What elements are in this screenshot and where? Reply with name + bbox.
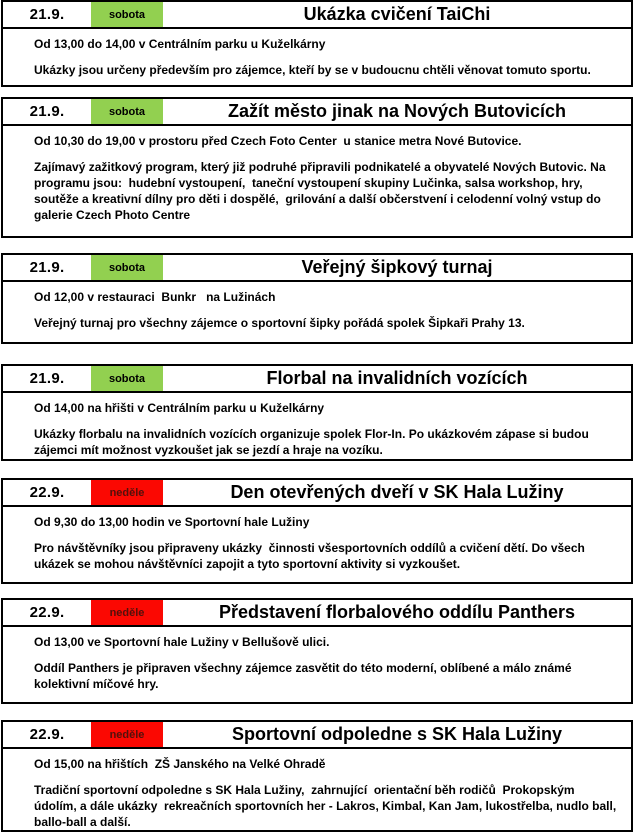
day-badge: neděle	[91, 722, 163, 747]
event-date: 22.9.	[29, 726, 65, 743]
event-block	[1, 720, 633, 832]
event-header	[3, 366, 631, 393]
event-date: 21.9.	[29, 6, 65, 23]
event-block	[1, 598, 633, 704]
event-body	[3, 749, 631, 830]
event-header	[3, 600, 631, 627]
event-description: Ukázky jsou určeny především pro zájemce, kteří by se v budoucnu chtěli věnovat tomuto sportu.	[34, 63, 591, 77]
event-block	[1, 0, 633, 87]
day-badge: sobota	[91, 366, 163, 391]
event-header	[3, 480, 631, 507]
day-badge: neděle	[91, 480, 163, 505]
event-title: Sportovní odpoledne s SK Hala Lužiny	[231, 724, 563, 744]
event-when-where: Od 13,00 do 14,00 v Centrálním parku u Kuželkárny	[34, 37, 326, 51]
event-title: Zažít město jinak na Nových Butovicích	[227, 101, 567, 121]
event-body	[3, 627, 631, 702]
event-description: Ukázky florbalu na invalidních vozících organizuje spolek Flor-In. Po ukázkovém zápase si budou zájemci mít možnost vyzkoušet jak se jezdí a hraje na vozíku.	[34, 427, 593, 457]
day-badge: sobota	[91, 255, 163, 280]
event-block	[1, 364, 633, 461]
event-body	[3, 393, 631, 459]
event-body	[3, 507, 631, 582]
event-header	[3, 722, 631, 749]
event-body	[3, 29, 631, 85]
event-title: Den otevřených dveří v SK Hala Lužiny	[230, 482, 564, 502]
event-when-where: Od 15,00 na hřištích ZŠ Janského na Velké Ohradě	[34, 757, 326, 771]
event-when-where: Od 9,30 do 13,00 hodin ve Sportovní hale Lužiny	[34, 515, 310, 529]
event-header	[3, 255, 631, 282]
event-when-where: Od 10,30 do 19,00 v prostoru před Czech Foto Center u stanice metra Nové Butovice.	[34, 134, 522, 148]
event-body	[3, 282, 631, 342]
event-date: 21.9.	[29, 370, 65, 387]
event-description: Tradiční sportovní odpoledne s SK Hala Lužiny, zahrnující orientační běh rodičů Prokopským údolím, a dále ukázky rekreačních sportovních her - Lakros, Kimbal, Kan Jam, lukostřelba, nudlo ball, ballo-ball a další.	[34, 783, 620, 829]
event-description: Oddíl Panthers je připraven všechny zájemce zasvětit do této moderní, oblíbené a málo známé kolektivní míčové hry.	[34, 661, 575, 691]
event-header	[3, 99, 631, 126]
day-badge: neděle	[91, 600, 163, 625]
event-date: 21.9.	[29, 259, 65, 276]
event-body	[3, 126, 631, 236]
event-title: Ukázka cvičení TaiChi	[303, 4, 491, 24]
event-header	[3, 2, 631, 29]
day-badge: sobota	[91, 2, 163, 27]
event-block	[1, 253, 633, 344]
event-when-where: Od 14,00 na hřišti v Centrálním parku u Kuželkárny	[34, 401, 325, 415]
event-date: 21.9.	[29, 103, 65, 120]
event-title: Představení florbalového oddílu Panthers	[218, 602, 576, 622]
event-block	[1, 478, 633, 584]
event-date: 22.9.	[29, 604, 65, 621]
event-title: Veřejný šipkový turnaj	[301, 257, 493, 277]
day-badge: sobota	[91, 99, 163, 124]
event-date: 22.9.	[29, 484, 65, 501]
event-description: Zajímavý zažitkový program, který již podruhé připravili podnikatelé a obyvatelé Nových Butovic. Na programu jsou: hudební vystoupení, taneční vystoupení skupiny Lučinka, salsa workshop, hry, soutěže a kreativní dílny pro děti i dospělé, grilování a další občerstvení i celodenní volný vstup do galerie Czech Photo Centre	[34, 160, 609, 222]
event-description: Veřejný turnaj pro všechny zájemce o sportovní šipky pořádá spolek Šipkaři Prahy 13.	[34, 316, 525, 330]
event-title: Florbal na invalidních vozících	[266, 368, 528, 388]
event-when-where: Od 13,00 ve Sportovní hale Lužiny v Bellušově ulici.	[34, 635, 330, 649]
event-when-where: Od 12,00 v restauraci Bunkr na Lužinách	[34, 290, 276, 304]
event-block	[1, 97, 633, 238]
event-description: Pro návštěvníky jsou připraveny ukázky činnosti všesportovních oddílů a cvičení dětí. Do všech ukázek se mohou návštěvníci zapojit a tyto sportovní aktivity si vyzkoušet.	[34, 541, 589, 571]
